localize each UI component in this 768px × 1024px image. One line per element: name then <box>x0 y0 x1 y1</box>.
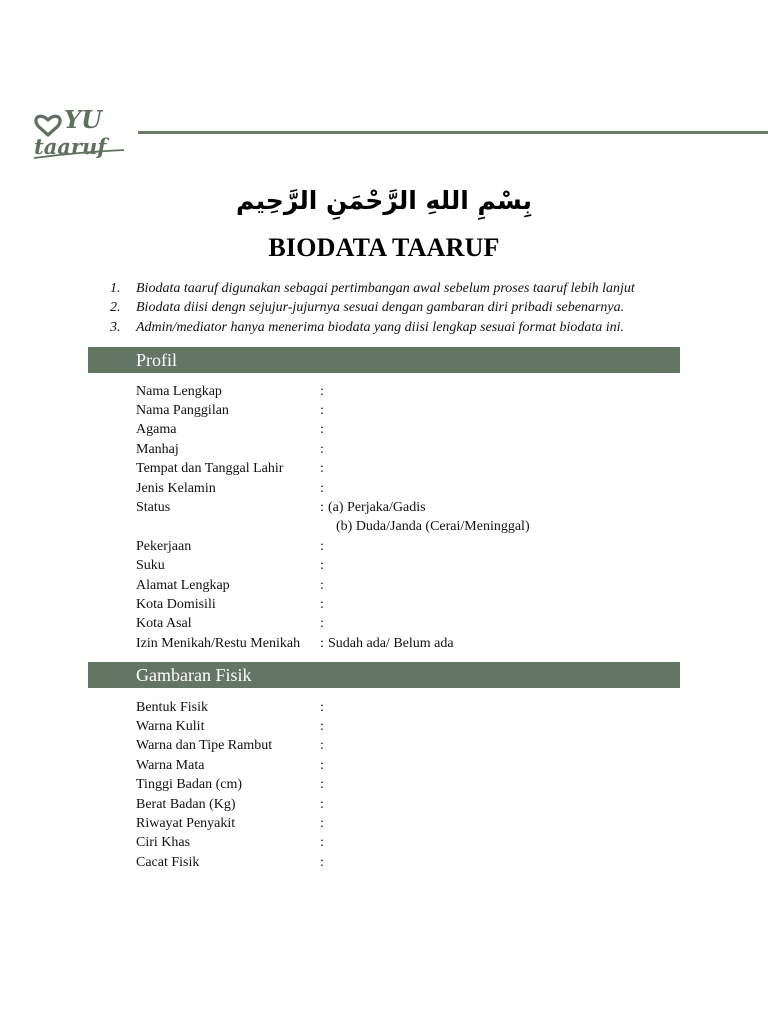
field-label: Agama <box>136 422 177 438</box>
field-separator: : <box>320 835 324 851</box>
logo-graphic <box>30 98 130 164</box>
field-row <box>136 634 530 653</box>
instruction-text: Admin/mediator hanya menerima biodata yang diisi lengkap sesuai format biodata ini. <box>136 319 625 335</box>
field-separator: : <box>320 757 324 773</box>
field-row <box>136 421 530 440</box>
field-label: Warna Mata <box>136 757 205 773</box>
header-divider <box>138 131 768 134</box>
status-option-a[interactable]: (a) Perjaka/Gadis <box>328 500 426 516</box>
field-label: Pekerjaan <box>136 538 192 554</box>
basmala: بِسْمِ اللهِ الرَّحْمَنِ الرَّحِيم <box>236 186 532 215</box>
field-label: Nama Panggilan <box>136 403 229 419</box>
field-row <box>136 776 328 795</box>
field-separator: : <box>320 635 324 651</box>
fisik-fields <box>136 698 328 873</box>
field-separator: : <box>320 480 324 496</box>
instruction-list <box>110 279 730 338</box>
field-row <box>136 537 530 556</box>
field-separator: : <box>320 854 324 870</box>
field-row <box>136 814 328 833</box>
instruction-number: 1. <box>110 280 121 296</box>
field-separator: : <box>320 816 324 832</box>
field-row <box>136 737 328 756</box>
field-label: Cacat Fisik <box>136 854 200 870</box>
field-row <box>136 401 530 420</box>
field-row <box>136 518 530 537</box>
instruction-text: Biodata taaruf digunakan sebagai pertimbangan awal sebelum proses taaruf lebih lanjut <box>136 280 635 296</box>
field-row <box>136 576 530 595</box>
field-row <box>136 717 328 736</box>
page-title: BIODATA TAARUF <box>268 233 500 262</box>
field-separator: : <box>320 461 324 477</box>
field-separator: : <box>320 383 324 399</box>
field-row <box>136 460 530 479</box>
field-value[interactable]: Sudah ada/ Belum ada <box>328 635 454 651</box>
field-label: Berat Badan (Kg) <box>136 796 236 812</box>
field-row <box>136 834 328 853</box>
field-row <box>136 853 328 872</box>
section-heading-gambaran-fisik: Gambaran Fisik <box>88 662 680 688</box>
field-separator: : <box>320 403 324 419</box>
field-separator: : <box>320 777 324 793</box>
field-row <box>136 479 530 498</box>
field-row <box>136 557 530 576</box>
instruction-item <box>110 279 730 299</box>
profil-fields <box>136 382 530 653</box>
heart-icon <box>36 116 60 135</box>
field-separator: : <box>320 558 324 574</box>
field-row <box>136 795 328 814</box>
field-label: Alamat Lengkap <box>136 577 230 593</box>
logo-text-top: YU <box>64 105 103 134</box>
field-label: Tempat dan Tanggal Lahir <box>136 461 284 477</box>
section-heading-profil: Profil <box>88 347 680 373</box>
field-label: Tinggi Badan (cm) <box>136 777 243 793</box>
instruction-item <box>110 299 730 319</box>
field-separator: : <box>320 596 324 612</box>
field-row <box>136 756 328 775</box>
field-separator: : <box>320 577 324 593</box>
field-label: Jenis Kelamin <box>136 480 216 496</box>
field-separator: : <box>320 719 324 735</box>
logo-text-bottom: taaruf <box>34 134 107 159</box>
field-separator: : <box>320 538 324 554</box>
instruction-text: Biodata diisi dengn sejujur-jujurnya sesuai dengan gambaran diri pribadi sebenarnya. <box>136 300 625 316</box>
instruction-number: 3. <box>110 319 121 335</box>
field-label: Nama Lengkap <box>136 383 222 399</box>
field-row <box>136 382 530 401</box>
field-row <box>136 440 530 459</box>
field-label: Suku <box>136 558 165 574</box>
field-separator: : <box>320 699 324 715</box>
instruction-number: 2. <box>110 300 121 316</box>
field-row <box>136 698 328 717</box>
field-label: Riwayat Penyakit <box>136 816 236 832</box>
status-option-b[interactable]: (b) Duda/Janda (Cerai/Meninggal) <box>336 519 530 535</box>
field-separator: : <box>320 738 324 754</box>
field-label: Kota Asal <box>136 616 192 632</box>
field-row <box>136 498 530 517</box>
yu-taaruf-logo <box>30 98 130 164</box>
field-separator: : <box>320 796 324 812</box>
field-label: Status <box>136 500 171 516</box>
field-separator: : <box>320 616 324 632</box>
instruction-item <box>110 318 730 338</box>
field-label: Ciri Khas <box>136 835 191 851</box>
field-separator: : <box>320 500 324 516</box>
field-row <box>136 595 530 614</box>
field-label: Warna Kulit <box>136 719 205 735</box>
field-label: Kota Domisili <box>136 596 216 612</box>
field-separator: : <box>320 422 324 438</box>
field-separator: : <box>320 441 324 457</box>
field-row <box>136 615 530 634</box>
field-label: Bentuk Fisik <box>136 699 208 715</box>
field-label: Warna dan Tipe Rambut <box>136 738 273 754</box>
field-label: Izin Menikah/Restu Menikah <box>136 635 301 651</box>
field-label: Manhaj <box>136 441 179 457</box>
